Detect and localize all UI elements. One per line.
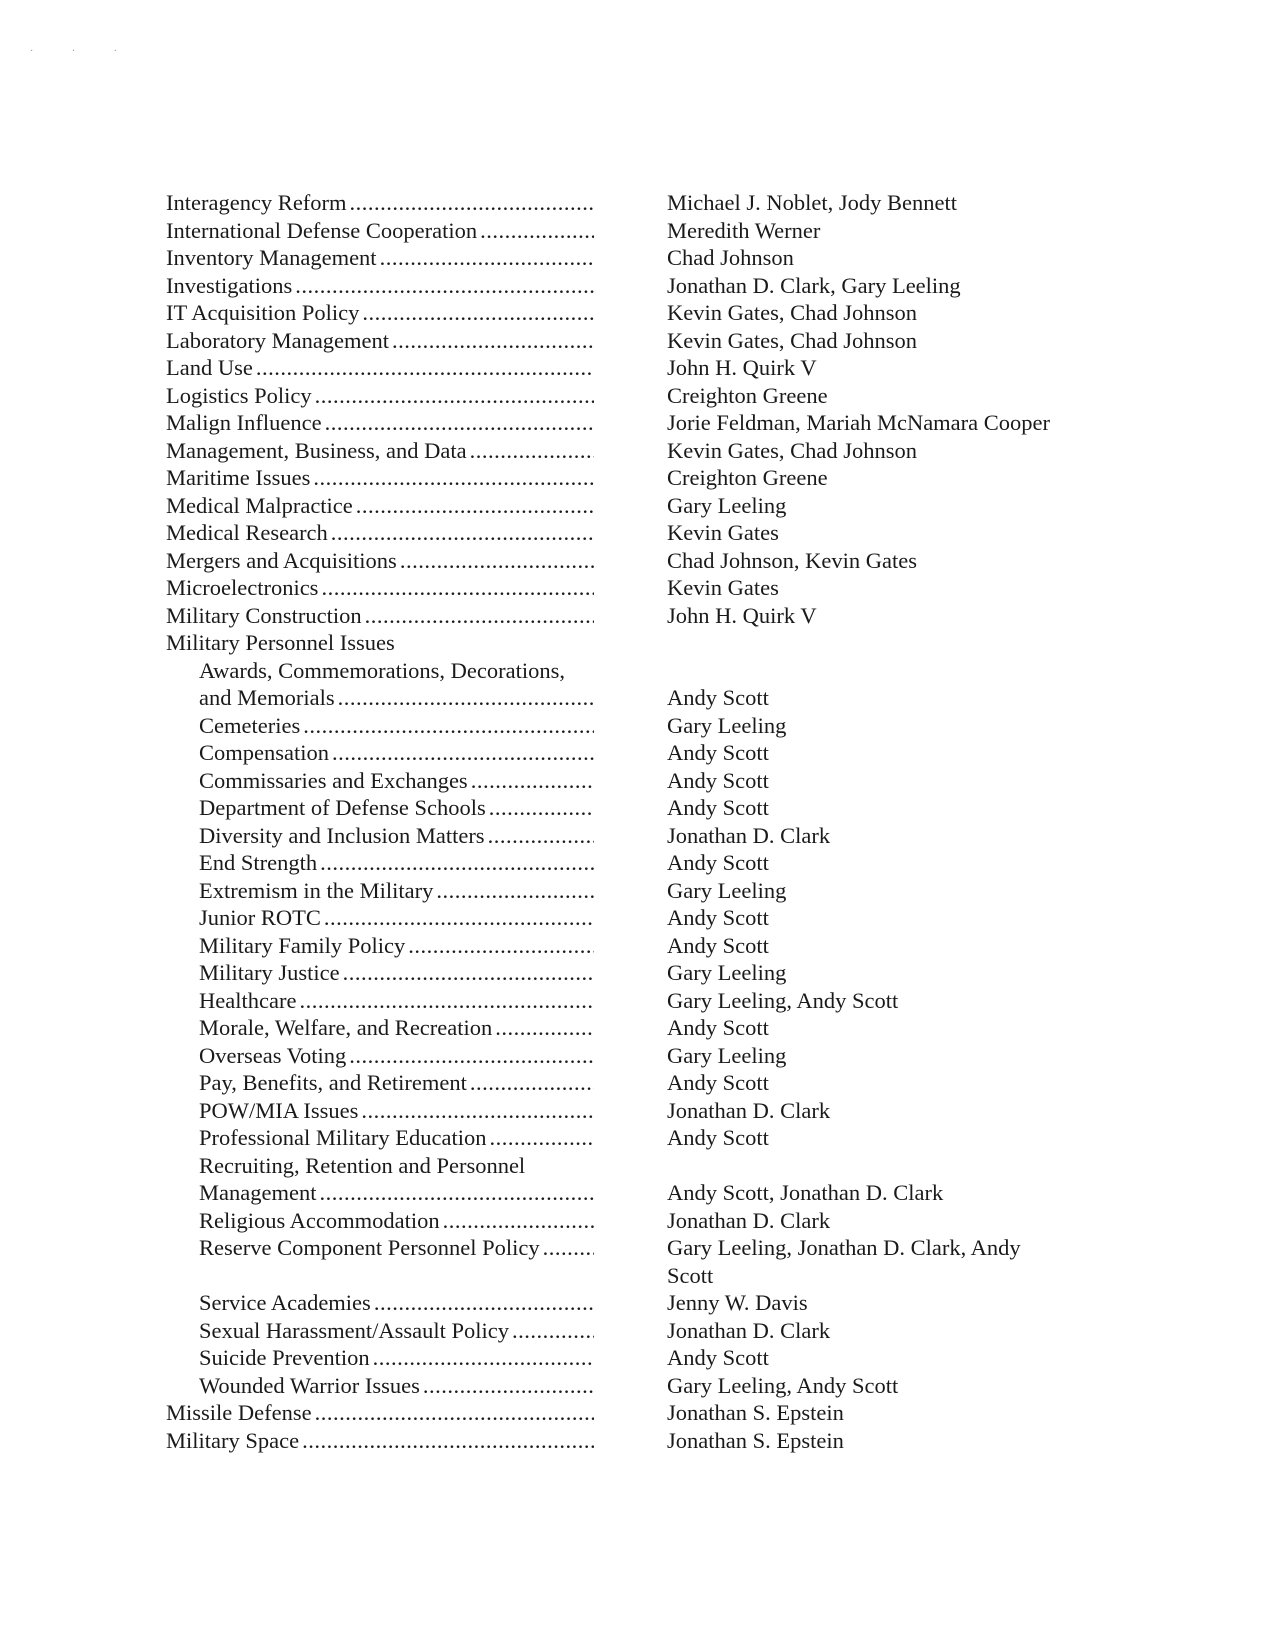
- assignee: [667, 464, 1086, 492]
- assignee-name: Gary Leeling: [667, 712, 787, 738]
- assignee-name: Andy Scott: [667, 740, 769, 765]
- topic-label: Reserve Component Personnel Policy: [199, 1235, 540, 1260]
- assignee: [667, 492, 1086, 520]
- dot-leader: [356, 492, 594, 520]
- topic: [166, 574, 594, 602]
- assignee: [667, 244, 1086, 272]
- topic-label: Military Space: [166, 1427, 300, 1453]
- dot-leader: [303, 712, 594, 740]
- assignee-name: Jonathan D. Clark: [667, 1097, 831, 1123]
- topic-label: End Strength: [199, 850, 318, 875]
- subtopic: [166, 1317, 594, 1345]
- topic: [166, 629, 594, 657]
- assignee: [667, 409, 1086, 437]
- topic-label: Service Academies: [199, 1290, 371, 1315]
- assignee-name: Jonathan S. Epstein: [667, 1400, 844, 1425]
- dot-leader: [470, 1069, 594, 1097]
- list-item: [166, 354, 1086, 382]
- dot-leader: [471, 767, 594, 795]
- topic-label: Healthcare: [199, 987, 297, 1013]
- list-item: [166, 217, 1086, 245]
- list-item: [166, 849, 1086, 877]
- topic-label: POW/MIA Issues: [199, 1097, 359, 1123]
- list-item: [166, 519, 1086, 547]
- topic-label: Missile Defense: [166, 1400, 312, 1425]
- topic-label: Medical Malpractice: [166, 492, 353, 518]
- assignee-name: Meredith Werner: [667, 217, 821, 243]
- assignee: [667, 1399, 1086, 1427]
- dot-leader: [365, 602, 594, 630]
- dot-leader: [436, 877, 594, 905]
- assignee-name: John H. Quirk V: [667, 602, 817, 628]
- subtopic: [166, 657, 594, 712]
- list-item: [166, 327, 1086, 355]
- list-item: [166, 574, 1086, 602]
- topic: [166, 272, 594, 300]
- assignee-name: Jonathan S. Epstein: [667, 1427, 844, 1453]
- subtopic: [166, 1042, 594, 1070]
- dot-leader: [380, 244, 594, 272]
- assignee: [667, 932, 1086, 960]
- dot-leader: [362, 299, 594, 327]
- dot-leader: [488, 822, 594, 850]
- dot-leader: [470, 437, 594, 465]
- subtopic: [166, 1069, 594, 1097]
- subtopic: [166, 1344, 594, 1372]
- assignee-name: Jorie Feldman, Mariah McNamara Cooper: [667, 410, 1051, 435]
- subtopic: [166, 1207, 594, 1235]
- list-item: [166, 1344, 1086, 1372]
- assignee-name: Chad Johnson, Kevin Gates: [667, 547, 917, 573]
- list-item: [166, 299, 1086, 327]
- dot-leader: [392, 327, 594, 355]
- assignee-name: Creighton Greene: [667, 465, 828, 490]
- topic-label: Overseas Voting: [199, 1042, 347, 1068]
- topic-label: Mergers and Acquisitions: [166, 547, 397, 573]
- assignee-name: Andy Scott: [667, 767, 769, 793]
- topic-label: Cemeteries: [199, 712, 301, 738]
- topic: [166, 244, 594, 272]
- dot-leader: [373, 1344, 594, 1372]
- dot-leader: [512, 1317, 594, 1345]
- topic: [166, 217, 594, 245]
- subtopic: [166, 904, 594, 932]
- topic: [166, 189, 594, 217]
- assignee: [667, 712, 1086, 740]
- assignee: [667, 1372, 1086, 1400]
- assignee: [667, 904, 1086, 932]
- assignee-name: Kevin Gates: [667, 520, 779, 545]
- assignee-name: Gary Leeling: [667, 1042, 787, 1068]
- subtopic: [166, 739, 594, 767]
- assignee-name-continued: Scott: [667, 1262, 714, 1288]
- assignee-name: Kevin Gates, Chad Johnson: [667, 437, 917, 463]
- topic-label: Military Family Policy: [199, 932, 406, 958]
- topic-label: Wounded Warrior Issues: [199, 1372, 420, 1398]
- assignee-name: Kevin Gates, Chad Johnson: [667, 300, 917, 325]
- list-item: [166, 1124, 1086, 1152]
- subtopic: [166, 1097, 594, 1125]
- subtopic: [166, 959, 594, 987]
- list-item: [166, 877, 1086, 905]
- topic-label: Management, Business, and Data: [166, 437, 467, 463]
- dot-leader: [321, 574, 594, 602]
- dot-leader: [423, 1372, 594, 1400]
- dot-leader: [315, 1399, 594, 1427]
- list-item: [166, 1372, 1086, 1400]
- dot-leader: [295, 272, 594, 300]
- assignee-name: Andy Scott: [667, 795, 769, 820]
- assignee-name: Andy Scott: [667, 685, 769, 710]
- assignee-name: Andy Scott: [667, 932, 769, 958]
- assignee: [667, 299, 1086, 327]
- assignee: [667, 822, 1086, 850]
- assignee-name: Andy Scott: [667, 850, 769, 875]
- assignee-name: Jonathan D. Clark: [667, 1207, 831, 1233]
- subtopic: [166, 987, 594, 1015]
- topic-label: Sexual Harassment/Assault Policy: [199, 1317, 509, 1343]
- topic-label: Professional Military Education: [199, 1125, 487, 1150]
- topic-label: Junior ROTC: [199, 905, 321, 930]
- list-item: [166, 602, 1086, 630]
- dot-leader: [313, 464, 594, 492]
- list-item: [166, 657, 1086, 712]
- topic: [166, 519, 594, 547]
- dot-leader: [361, 1097, 594, 1125]
- dot-leader: [324, 904, 594, 932]
- subtopic: [166, 794, 594, 822]
- assignee-name: Gary Leeling: [667, 877, 787, 903]
- assignee: [667, 574, 1086, 602]
- list-item: [166, 1152, 1086, 1207]
- topic: [166, 1399, 594, 1427]
- list-item: [166, 739, 1086, 767]
- list-item: [166, 987, 1086, 1015]
- subtopic: [166, 1234, 594, 1262]
- subtopic: [166, 849, 594, 877]
- assignee: [667, 1344, 1086, 1372]
- dot-leader: [480, 217, 594, 245]
- assignee-name: Gary Leeling, Andy Scott: [667, 987, 899, 1013]
- topic-label: Malign Influence: [166, 410, 322, 435]
- list-item: [166, 547, 1086, 575]
- topic: [166, 382, 594, 410]
- assignee-name: Chad Johnson: [667, 245, 794, 270]
- assignee-name: Andy Scott: [667, 1125, 769, 1150]
- list-item: [166, 794, 1086, 822]
- dot-leader: [408, 932, 594, 960]
- assignee: [667, 1014, 1086, 1042]
- assignee: [667, 739, 1086, 767]
- list-item: [166, 959, 1086, 987]
- assignee: [667, 877, 1086, 905]
- assignee-name: Andy Scott, Jonathan D. Clark: [667, 1180, 944, 1205]
- list-item: [166, 1234, 1086, 1289]
- list-item: [166, 629, 1086, 657]
- assignee-name: Michael J. Noblet, Jody Bennett: [667, 190, 957, 215]
- assignee: [667, 272, 1086, 300]
- assignee: [667, 519, 1086, 547]
- topic-label: Diversity and Inclusion Matters: [199, 822, 485, 848]
- dot-leader: [495, 1014, 594, 1042]
- topic: [166, 464, 594, 492]
- list-item: [166, 437, 1086, 465]
- subtopic: [166, 1152, 594, 1207]
- assignee-name: Andy Scott: [667, 1345, 769, 1370]
- topic-label: Medical Research: [166, 520, 328, 545]
- dot-leader: [325, 409, 594, 437]
- topic-label: Commissaries and Exchanges: [199, 767, 468, 793]
- topic-label: and Memorials: [199, 685, 335, 710]
- assignee: [667, 602, 1086, 630]
- list-item: [166, 1399, 1086, 1427]
- assignee-name: Jonathan D. Clark: [667, 822, 831, 848]
- assignee: [667, 1427, 1086, 1455]
- list-item: [166, 272, 1086, 300]
- subtopic: [166, 877, 594, 905]
- topic-label: Morale, Welfare, and Recreation: [199, 1015, 493, 1040]
- topic-label: International Defense Cooperation: [166, 217, 478, 243]
- assignee: [667, 657, 1086, 712]
- dot-leader: [319, 1179, 594, 1207]
- dot-leader: [543, 1234, 594, 1262]
- list-item: [166, 904, 1086, 932]
- assignee-name: Andy Scott: [667, 905, 769, 930]
- dot-leader: [489, 794, 594, 822]
- assignee: [667, 1042, 1086, 1070]
- assignee: [667, 189, 1086, 217]
- assignee: [667, 1207, 1086, 1235]
- topic-label: Military Justice: [199, 960, 340, 985]
- assignee-name: Andy Scott: [667, 1070, 769, 1095]
- topic-label: Compensation: [199, 740, 329, 765]
- assignee: [667, 1069, 1086, 1097]
- assignee: [667, 437, 1086, 465]
- scan-artifact: · · ·: [30, 46, 135, 57]
- dot-leader: [332, 739, 594, 767]
- dot-leader: [443, 1207, 594, 1235]
- assignee: [667, 1152, 1086, 1207]
- assignee: [667, 382, 1086, 410]
- assignee: [667, 1289, 1086, 1317]
- assignee: [667, 959, 1086, 987]
- list-item: [166, 1207, 1086, 1235]
- topic-label: Logistics Policy: [166, 382, 312, 408]
- assignee: [667, 987, 1086, 1015]
- list-item: [166, 244, 1086, 272]
- assignee-name: Creighton Greene: [667, 382, 828, 408]
- assignee-name: Gary Leeling: [667, 960, 787, 985]
- assignee-name: Kevin Gates, Chad Johnson: [667, 327, 917, 353]
- topic-label: Land Use: [166, 355, 253, 380]
- topic-label: Microelectronics: [166, 575, 319, 600]
- topic-label: Investigations: [166, 272, 293, 298]
- dot-leader: [349, 1042, 594, 1070]
- dot-leader: [350, 189, 594, 217]
- topic: [166, 409, 594, 437]
- list-item: [166, 932, 1086, 960]
- assignee-name: Jonathan D. Clark: [667, 1317, 831, 1343]
- subtopic: [166, 767, 594, 795]
- subtopic: [166, 1289, 594, 1317]
- assignee: [667, 327, 1086, 355]
- dot-leader: [489, 1124, 594, 1152]
- list-item: [166, 1069, 1086, 1097]
- topic-label: Military Construction: [166, 602, 362, 628]
- assignee-name: Andy Scott: [667, 1015, 769, 1040]
- assignee: [667, 794, 1086, 822]
- topic-label: Pay, Benefits, and Retirement: [199, 1070, 467, 1095]
- list-item: [166, 822, 1086, 850]
- assignee-name: John H. Quirk V: [667, 355, 817, 380]
- topic-label: Laboratory Management: [166, 327, 390, 353]
- list-item: [166, 382, 1086, 410]
- subtopic: [166, 822, 594, 850]
- assignee-name: Jonathan D. Clark, Gary Leeling: [667, 272, 961, 298]
- list-item: [166, 767, 1086, 795]
- assignee: [667, 354, 1086, 382]
- list-item: [166, 189, 1086, 217]
- topic: [166, 547, 594, 575]
- assignee: [667, 629, 1086, 657]
- topic-label: Interagency Reform: [166, 190, 347, 215]
- subtopic: [166, 1124, 594, 1152]
- topic: [166, 1427, 594, 1455]
- subtopic: [166, 1014, 594, 1042]
- topic-label: IT Acquisition Policy: [166, 300, 360, 325]
- assignee: [667, 1097, 1086, 1125]
- topic-label: Extremism in the Military: [199, 877, 434, 903]
- dot-leader: [315, 382, 594, 410]
- topic-label: Management: [199, 1180, 317, 1205]
- assignee-name: [667, 629, 1086, 657]
- list-item: [166, 1097, 1086, 1125]
- dot-leader: [338, 684, 594, 712]
- topic-label: Maritime Issues: [166, 465, 311, 490]
- dot-leader: [302, 1427, 594, 1455]
- assignee: [667, 217, 1086, 245]
- list-item: [166, 1427, 1086, 1455]
- assignee: [667, 1317, 1086, 1345]
- topic: [166, 602, 594, 630]
- list-item: [166, 409, 1086, 437]
- dot-leader: [256, 354, 594, 382]
- list-item: [166, 1042, 1086, 1070]
- topic: [166, 437, 594, 465]
- dot-leader: [400, 547, 594, 575]
- dot-leader: [331, 519, 594, 547]
- topic-label-line1: Awards, Commemorations, Decorations,: [199, 657, 565, 683]
- topic: [166, 492, 594, 520]
- dot-leader: [320, 849, 594, 877]
- assignee-name: Jenny W. Davis: [667, 1290, 808, 1315]
- topic-label: Inventory Management: [166, 245, 377, 270]
- topic-label: Suicide Prevention: [199, 1345, 370, 1370]
- list-item: [166, 1014, 1086, 1042]
- assignee-name: Gary Leeling, Andy Scott: [667, 1372, 899, 1398]
- topic: [166, 354, 594, 382]
- topic-label: Department of Defense Schools: [199, 795, 486, 820]
- assignee-name: Gary Leeling: [667, 492, 787, 518]
- assignee: [667, 1234, 1086, 1289]
- topic-label-line1: Recruiting, Retention and Personnel: [199, 1152, 526, 1178]
- topic-assignment-list: [166, 189, 1086, 1454]
- topic: [166, 327, 594, 355]
- list-item: [166, 492, 1086, 520]
- list-item: [166, 464, 1086, 492]
- assignee-name: Gary Leeling, Jonathan D. Clark, Andy: [667, 1235, 1021, 1260]
- subtopic: [166, 1372, 594, 1400]
- section-heading: Military Personnel Issues: [166, 630, 395, 655]
- assignee: [667, 767, 1086, 795]
- topic: [166, 299, 594, 327]
- topic-label: Religious Accommodation: [199, 1207, 440, 1233]
- assignee: [667, 849, 1086, 877]
- assignee: [667, 1124, 1086, 1152]
- assignee-name: Kevin Gates: [667, 575, 779, 600]
- subtopic: [166, 712, 594, 740]
- assignee: [667, 547, 1086, 575]
- list-item: [166, 1289, 1086, 1317]
- dot-leader: [343, 959, 594, 987]
- subtopic: [166, 932, 594, 960]
- dot-leader: [374, 1289, 594, 1317]
- list-item: [166, 712, 1086, 740]
- dot-leader: [299, 987, 594, 1015]
- list-item: [166, 1317, 1086, 1345]
